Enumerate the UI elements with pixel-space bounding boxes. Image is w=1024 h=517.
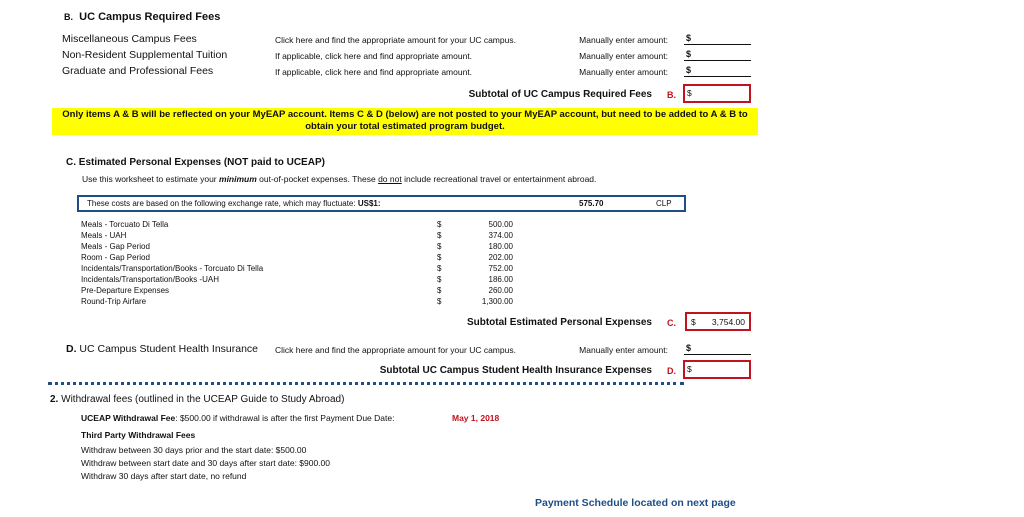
nonresident-tuition-label: Non-Resident Supplemental Tuition <box>62 49 228 61</box>
section-b-heading <box>64 11 220 23</box>
expense-row <box>81 252 521 263</box>
subtotal-c-label: Subtotal Estimated Personal Expenses <box>466 317 652 328</box>
grad-manual-label: Manually enter amount: <box>579 67 668 77</box>
grad-prof-fees-label: Graduate and Professional Fees <box>62 65 214 77</box>
intro-text: include recreational travel or entertainment abroad. <box>401 174 597 184</box>
withdrawal-heading <box>50 394 344 405</box>
exchange-base: US$1: <box>357 199 381 208</box>
expense-row <box>81 219 521 230</box>
expense-row <box>81 285 521 296</box>
intro-underline: do not <box>378 174 402 184</box>
expense-amount: 202.00 <box>488 253 513 262</box>
expense-currency: $ <box>437 264 442 273</box>
section-b-letter: B. <box>64 12 73 22</box>
subtotal-c-field <box>685 312 751 331</box>
withdrawal-line: Withdraw between start date and 30 days after start date: $900.00 <box>81 458 331 468</box>
expense-label: Pre-Departure Expenses <box>81 286 170 295</box>
nonresident-tuition-link[interactable]: If applicable, click here and find appropriate amount. <box>275 51 473 61</box>
expense-currency: $ <box>437 242 442 251</box>
uceap-withdrawal-fee <box>81 413 394 423</box>
expense-currency: $ <box>437 253 442 262</box>
expense-label: Meals - UAH <box>81 231 127 240</box>
expense-label: Incidentals/Transportation/Books -UAH <box>81 275 219 284</box>
expense-currency: $ <box>437 286 442 295</box>
subtotal-c-currency: $ <box>691 317 696 327</box>
subtotal-d-label: Subtotal UC Campus Student Health Insurance Expenses <box>379 365 652 376</box>
myeap-notice: Only items A & B will be reflected on your MyEAP account. Items C & D (below) are not posted to your MyEAP account, but need to be added to A & B to obtain your total estimated program budget. <box>52 108 758 135</box>
exchange-note: These costs are based on the following exchange rate, which may fluctuate: <box>87 199 358 208</box>
expense-currency: $ <box>437 275 442 284</box>
expense-amount: 260.00 <box>488 286 513 295</box>
subtotal-d-letter: D. <box>667 366 676 376</box>
section-c-letter: C. <box>66 157 76 168</box>
withdrawal-line: Withdraw between 30 days prior and the start date: $500.00 <box>81 445 307 455</box>
expenses-list <box>81 219 521 307</box>
uceap-fee-text: : $500.00 if withdrawal is after the first Payment Due Date: <box>175 413 395 423</box>
section-d-letter: D. <box>66 343 77 355</box>
exchange-rate-box <box>77 195 686 212</box>
intro-text: out-of-pocket expenses. These <box>256 174 379 184</box>
section-b-title: UC Campus Required Fees <box>79 11 221 23</box>
misc-campus-fees-link[interactable]: Click here and find the appropriate amount for your UC campus. <box>275 35 516 45</box>
grad-prof-fees-link[interactable]: If applicable, click here and find appropriate amount. <box>275 67 473 77</box>
expense-row <box>81 274 521 285</box>
grad-amount-input[interactable]: $ <box>684 65 751 77</box>
expense-row <box>81 263 521 274</box>
expense-amount: 1,300.00 <box>481 297 513 306</box>
expense-amount: 500.00 <box>488 220 513 229</box>
section-c-heading <box>66 157 325 168</box>
misc-manual-label: Manually enter amount: <box>579 35 668 45</box>
expense-row <box>81 230 521 241</box>
nonresident-amount-input[interactable]: $ <box>684 49 751 61</box>
expense-amount: 186.00 <box>488 275 513 284</box>
health-insurance-link[interactable]: Click here and find the appropriate amount for your UC campus. <box>275 345 516 355</box>
section-c-title: Estimated Personal Expenses (NOT paid to UCEAP) <box>78 157 325 168</box>
expense-amount: 752.00 <box>488 264 513 273</box>
expense-currency: $ <box>437 231 442 240</box>
uceap-fee-label: UCEAP Withdrawal Fee <box>81 413 176 423</box>
expense-amount: 374.00 <box>488 231 513 240</box>
third-party-heading: Third Party Withdrawal Fees <box>81 430 196 440</box>
section-divider <box>48 382 684 385</box>
expense-row <box>81 296 521 307</box>
withdrawal-number: 2. <box>50 394 59 405</box>
misc-amount-input[interactable]: $ <box>684 33 751 45</box>
payment-due-date: May 1, 2018 <box>452 413 500 423</box>
subtotal-c-value: 3,754.00 <box>711 317 745 327</box>
exchange-currency: CLP <box>656 199 672 208</box>
expense-row <box>81 241 521 252</box>
subtotal-d-field[interactable]: $ <box>683 360 751 379</box>
expense-label: Incidentals/Transportation/Books - Torcuato Di Tella <box>81 264 264 273</box>
section-c-intro <box>82 174 596 184</box>
expense-currency: $ <box>437 220 442 229</box>
expense-label: Room - Gap Period <box>81 253 150 262</box>
subtotal-b-field[interactable]: $ <box>683 84 751 103</box>
exchange-rate-text <box>87 199 381 208</box>
section-d-title: UC Campus Student Health Insurance <box>79 343 259 355</box>
misc-campus-fees-label: Miscellaneous Campus Fees <box>62 33 197 45</box>
nonresident-manual-label: Manually enter amount: <box>579 51 668 61</box>
withdrawal-title: Withdrawal fees (outlined in the UCEAP Guide to Study Abroad) <box>61 394 345 405</box>
withdrawal-line: Withdraw 30 days after start date, no refund <box>81 471 247 481</box>
expense-currency: $ <box>437 297 442 306</box>
health-amount-input[interactable]: $ <box>684 343 751 355</box>
health-manual-label: Manually enter amount: <box>579 345 668 355</box>
expense-label: Round-Trip Airfare <box>81 297 147 306</box>
section-d-heading <box>66 343 258 355</box>
intro-text: Use this worksheet to estimate your <box>82 174 220 184</box>
subtotal-b-letter: B. <box>667 90 676 100</box>
intro-emphasis: minimum <box>219 174 257 184</box>
expense-label: Meals - Gap Period <box>81 242 150 251</box>
expense-label: Meals - Torcuato Di Tella <box>81 220 169 229</box>
subtotal-c-letter: C. <box>667 318 676 328</box>
exchange-rate-value: 575.70 <box>579 199 604 208</box>
subtotal-b-label: Subtotal of UC Campus Required Fees <box>468 89 652 100</box>
expense-amount: 180.00 <box>488 242 513 251</box>
payment-schedule-note: Payment Schedule located on next page <box>535 497 736 509</box>
